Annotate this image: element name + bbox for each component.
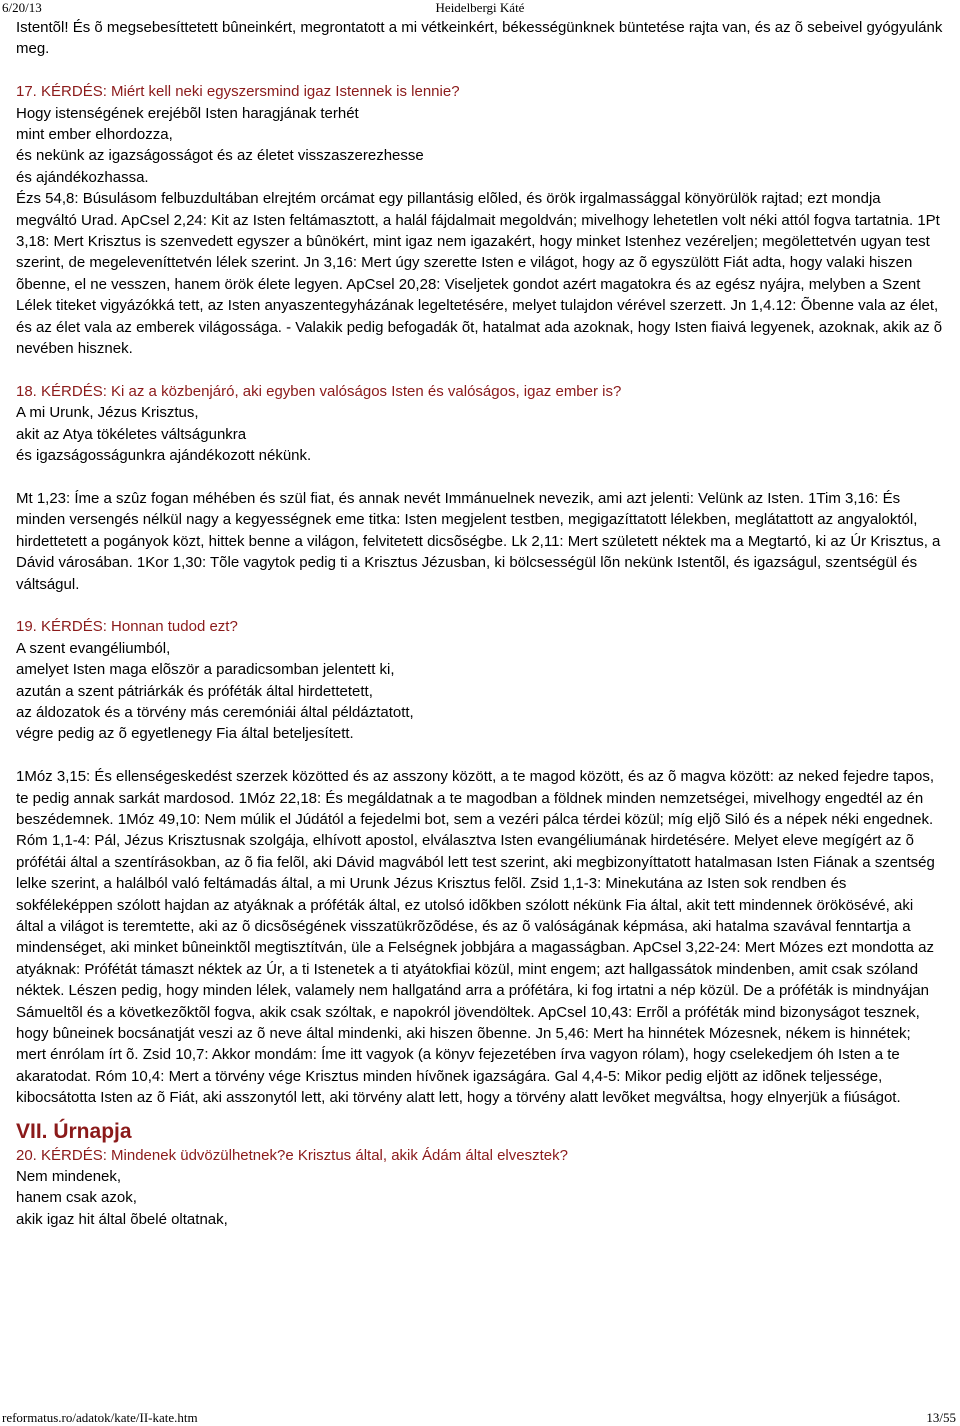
answer-line: mint ember elhordozza, xyxy=(16,126,173,144)
intro-continuation: Istentõl! És õ megsebesíttetett bûneinkért, megrontatott a mi vétkeinkért, békességünknek büntetése rajta van, és az õ sebeivel gyógyulánk meg. xyxy=(16,19,943,58)
spacer xyxy=(16,60,944,81)
answer-19 xyxy=(16,638,944,745)
question-18: 18. KÉRDÉS: Ki az a közbenjáró, aki egyben valóságos Isten és valóságos, igaz ember is? xyxy=(16,382,622,400)
page-header xyxy=(0,0,960,16)
answer-line: A mi Urunk, Jézus Krisztus, xyxy=(16,404,199,422)
answer-line: és ajándékozhassa. xyxy=(16,168,149,186)
spacer xyxy=(16,745,944,766)
answer-18 xyxy=(16,402,944,466)
source-url: reformatus.ro/adatok/kate/II-kate.htm xyxy=(2,1410,198,1425)
answer-line: az áldozatok és a törvény más ceremóniái által példáztatott, xyxy=(16,703,414,721)
answer-17 xyxy=(16,103,944,189)
references-19: 1Móz 3,15: És ellenségeskedést szerzek közötted és az asszony között, a te magod között, és az õ magva között: az neked fejedre tapos, te pedig annak sarkát mardosod. 1Móz 22,18: És megáldatnak a te magodban a földnek minden nemzetségei, mivelhogy engedtél az én beszédemnek. 1Móz 49,10: Nem múlik el Júdától a fejedelmi bot, sem a vezéri pálca térdei közül; míg eljõ Siló és a népek néki engednek. Róm 1,1-4: Pál, Jézus Krisztusnak szolgája, elhívott apostol, elválasztva Isten evangéliumának hirdetésére. Melyet eleve megígért az õ prófétái által a szentírásokban, az õ fia felõl, aki Dávid magvából lett test szerint, aki megbizonyíttatott hatalmasan Isten Fiának a szentség lelke szerint, a halálból való feltámadás által, a mi Urunk Jézus Krisztus felõl. Zsid 1,1-3: Minekutána az Isten sok rendben és sokféleképpen szólott hajdan az atyáknak a próféták által, ez utolsó idõkben szólott nékünk Fia által, akit tett mindennek örökösévé, aki által a világot is teremtette, aki az õ dicsõségének visszatükrõzõdése, és az õ valóságának képmása, aki hatalma szavával fenntartja a mindenséget, aki minket bûneinktõl megtisztítván, üle a Felségnek jobbjára a magasságban. ApCsel 3,22-24: Mert Mózes ezt mondotta az atyáknak: Prófétát támaszt néktek az Úr, a ti Istenetek a ti atyátokfiai közül, mint engem; azt hallgassátok mindenben, amit csak szóland néktek. Lészen pedig, hogy minden lélek, valamely nem hallgatánd arra a prófétára, ki fog irtatni a nép közül. De a próféták is mindnyájan Sámueltõl és a következõktõl fogva, akik csak szóltak, e napokról jövendöltek. ApCsel 10,43: Errõl a próféták mind bizonyságot tesznek, hogy bûneinek bocsánatját veszi az õ neve által mindenki, aki hiszen õbenne. Jn 5,46: Mert ha hinnétek Mózesnek, nékem is hinnétek; mert énrólam írt õ. Zsid 10,7: Akkor mondám: Íme itt vagyok (a könyv fejezetében írva vagyon rólam), hogy cselekedjem óh Isten a te akaratodat. Róm 10,4: Mert a törvény vége Krisztus minden hívõnek igazságára. Gal 4,4-5: Mikor pedig eljött az idõnek teljessége, kibocsátotta Isten az õ Fiát, aki asszonytól lett, aki törvény alatt lett, hogy a törvény alatt levõket megváltsa, hogy elnyerjük a fiúságot. xyxy=(16,768,935,1107)
question-17: 17. KÉRDÉS: Miért kell neki egyszersmind igaz Istennek is lennie? xyxy=(16,83,460,101)
answer-line: akik igaz hit által õbelé oltatnak, xyxy=(16,1210,228,1228)
references-18: Mt 1,23: Íme a szûz fogan méhében és szül fiat, és annak nevét Immánuelnek nevezik, ami azt jelenti: Velünk az Isten. 1Tim 3,16: És minden versengés nélkül nagy a kegyességnek eme titka: Isten megjelent testben, megigazíttatott lélekben, meglátattott az angyaloktól, hirdettetett a pogányok közt, hittek benne a világon, felvitetett dicsõségbe. Lk 2,11: Mert született néktek ma a Megtartó, ki az Úr Krisztus, a Dávid városában. 1Kor 1,30: Tõle vagytok pedig ti a Krisztus Jézusban, ki bölcsességül lõn nekünk Istentõl, és igazságul, szentségül és váltságul. xyxy=(16,489,941,593)
page-number: 13/55 xyxy=(926,1410,956,1425)
question-20: 20. KÉRDÉS: Mindenek üdvözülhetnek?e Krisztus által, akik Ádám által elvesztek? xyxy=(16,1146,568,1164)
document-body xyxy=(16,17,944,1230)
spacer xyxy=(16,467,944,488)
answer-line: Nem mindenek, xyxy=(16,1168,122,1186)
section-heading: VII. Úrnapja xyxy=(16,1119,132,1143)
answer-20 xyxy=(16,1166,944,1230)
answer-line: és igazságosságunkra ajándékozott nékünk. xyxy=(16,447,312,465)
question-19: 19. KÉRDÉS: Honnan tudod ezt? xyxy=(16,618,238,636)
answer-line: azután a szent pátriárkák és próféták által hirdettetett, xyxy=(16,682,373,700)
document-title: Heidelbergi Káté xyxy=(435,0,525,15)
answer-line: hanem csak azok, xyxy=(16,1189,137,1207)
references-17: Ézs 54,8: Búsulásom felbuzdultában elrejtém orcámat egy pillantásig elõled, és örök irgalmassággal könyörülök rajtad; ezt mondja megváltó Urad. ApCsel 2,24: Kit az Isten feltámasztott, a halál fájdalmait megoldván; mivelhogy lehetetlen volt néki attól fogva tartatnia. 1Pt 3,18: Mert Krisztus is szenvedett egyszer a bûnökért, mint igaz nem igazakért, hogy minket Istenhez vezéreljen; megölettetvén ugyan test szerint, de megeleveníttetvén lélek szerint. Jn 3,16: Mert úgy szerette Isten e világot, hogy az õ egyszülött Fiát adta, hogy valaki hiszen õbenne, el ne vesszen, hanem örök élete legyen. ApCsel 20,28: Viseljetek gondot azért magatokra és az egész nyájra, melyben a Szent Lélek titeket vigyázókká tett, az Isten anyaszentegyházának legeltetésére, melyet tulajdon vérével szerzett. Jn 1,4.12: Õbenne vala az élet, és az élet vala az emberek világossága. - Valakik pedig befogadák õt, hatalmat ada azoknak, hogy Isten fiaivá legyenek, azoknak, akik az õ nevében hisznek. xyxy=(16,190,943,358)
answer-line: A szent evangéliumból, xyxy=(16,639,171,657)
answer-line: akit az Atya tökéletes váltságunkra xyxy=(16,425,247,443)
answer-line: és nekünk az igazságosságot és az életet visszaszerezhesse xyxy=(16,147,424,165)
spacer xyxy=(16,359,944,380)
spacer xyxy=(16,1109,944,1119)
answer-line: Hogy istenségének erejébõl Isten haragjának terhét xyxy=(16,104,359,122)
answer-line: amelyet Isten maga elõször a paradicsomban jelentett ki, xyxy=(16,661,395,679)
print-date: 6/20/13 xyxy=(2,0,42,15)
answer-line: végre pedig az õ egyetlenegy Fia által beteljesített. xyxy=(16,725,354,743)
spacer xyxy=(16,595,944,616)
page-footer xyxy=(0,1410,960,1426)
